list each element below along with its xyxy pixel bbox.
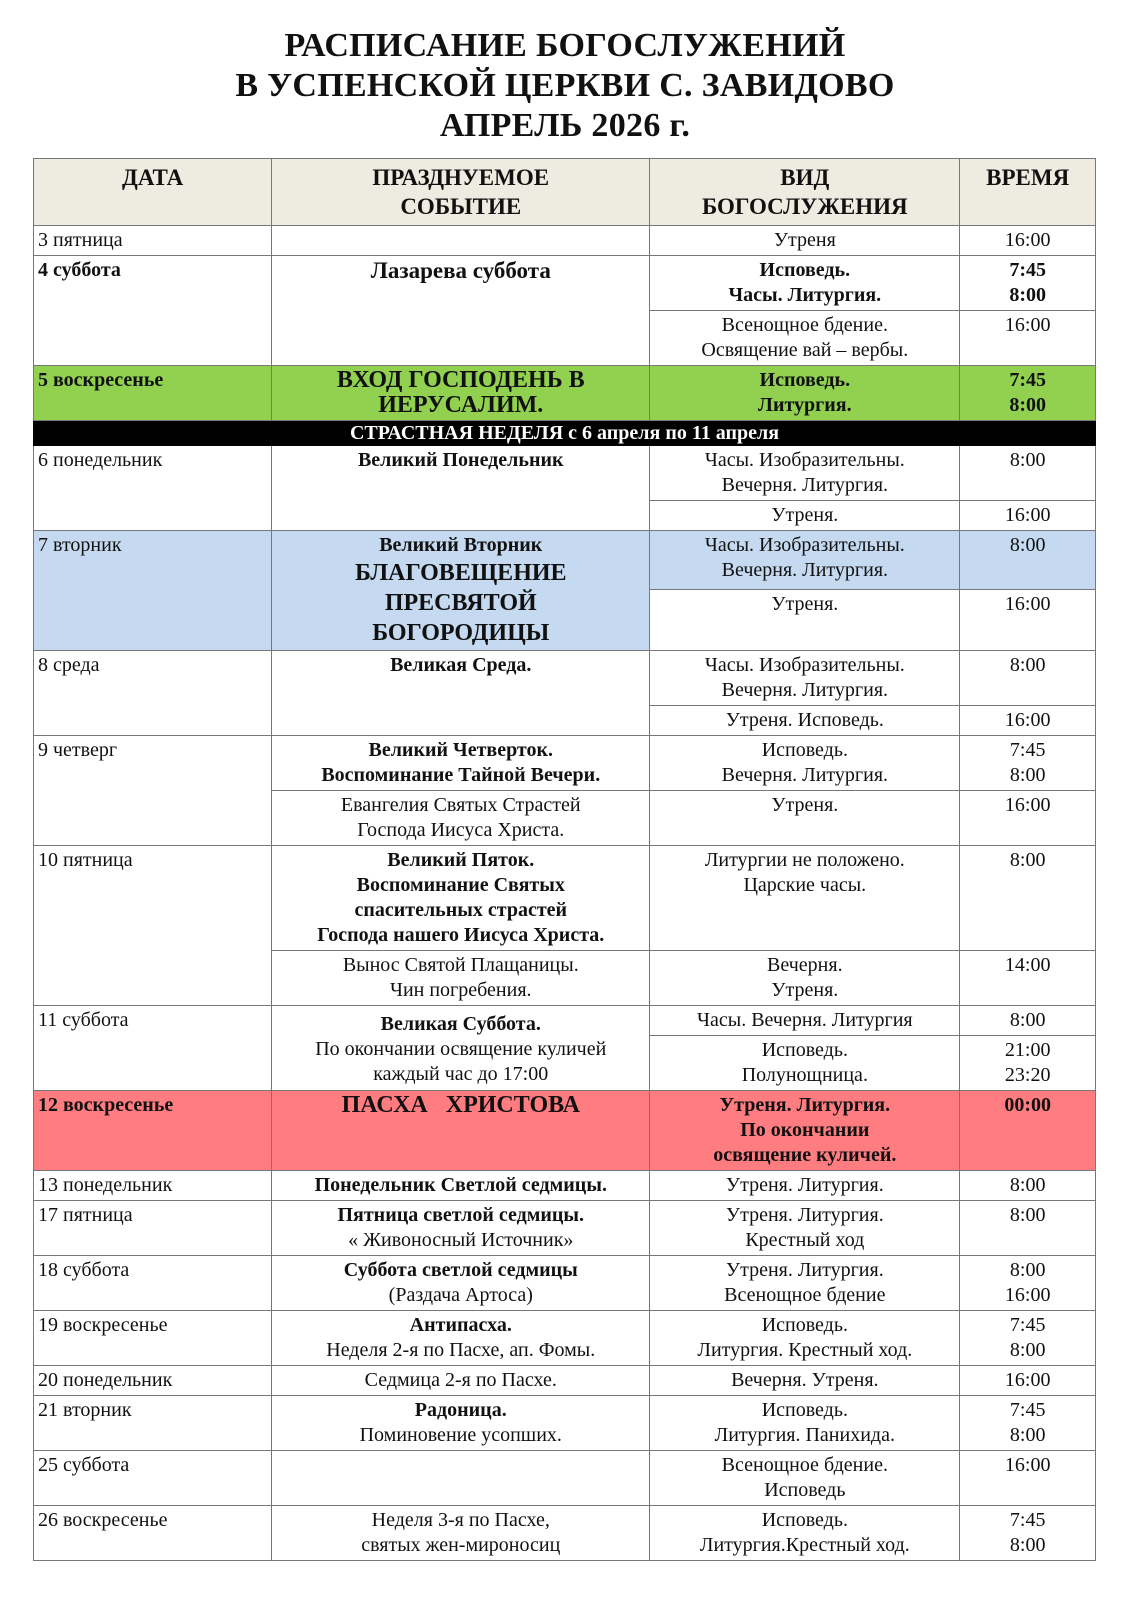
date-cell: 7 вторник xyxy=(34,531,272,651)
time-cell: 16:00 xyxy=(960,706,1096,736)
table-row xyxy=(34,1451,1096,1506)
header-row xyxy=(34,159,1096,226)
title-line-3: АПРЕЛЬ 2026 г. xyxy=(439,107,691,144)
date-cell: 18 суббота xyxy=(34,1256,272,1311)
time-cell: 7:45 8:00 xyxy=(960,366,1096,421)
table-row xyxy=(34,1506,1096,1561)
date-cell: 25 суббота xyxy=(34,1451,272,1506)
service-cell: Часы. Вечерня. Литургия xyxy=(650,1006,960,1036)
event-cell: Вынос Святой Плащаницы. Чин погребения. xyxy=(272,951,650,1006)
service-cell: Утреня. Литургия. xyxy=(650,1171,960,1201)
service-cell: Утреня. Литургия. Всенощное бдение xyxy=(650,1256,960,1311)
event-cell: Великий Вторник БЛАГОВЕЩЕНИЕ ПРЕСВЯТОЙ БОГОРОДИЦЫ xyxy=(272,531,650,651)
time-cell: 7:45 8:00 xyxy=(960,736,1096,791)
service-cell: Утреня. Исповедь. xyxy=(650,706,960,736)
time-cell: 8:00 xyxy=(960,651,1096,706)
date-cell: 20 понедельник xyxy=(34,1366,272,1396)
date-cell: 6 понедельник xyxy=(34,446,272,531)
time-cell: 7:45 8:00 xyxy=(960,1506,1096,1561)
date-cell: 19 воскресенье xyxy=(34,1311,272,1366)
date-cell: 4 суббота xyxy=(34,256,272,366)
event-cell: Великий Понедельник xyxy=(272,446,650,531)
time-cell: 8:00 xyxy=(960,1006,1096,1036)
service-cell: Часы. Изобразительны. Вечерня. Литургия. xyxy=(650,651,960,706)
time-cell: 00:00 xyxy=(960,1091,1096,1171)
table-row xyxy=(34,226,1096,256)
event-cell: Суббота светлой седмицы (Раздача Артоса) xyxy=(272,1256,650,1311)
time-cell: 7:45 8:00 xyxy=(960,1396,1096,1451)
time-cell: 8:00 xyxy=(960,446,1096,501)
header-time: ВРЕМЯ xyxy=(960,159,1096,226)
table-row xyxy=(34,531,1096,590)
date-cell: 17 пятница xyxy=(34,1201,272,1256)
service-cell: Вечерня. Утреня. xyxy=(650,951,960,1006)
time-cell: 7:45 8:00 xyxy=(960,1311,1096,1366)
header-date: ДАТА xyxy=(34,159,272,226)
time-cell: 16:00 xyxy=(960,590,1096,651)
time-cell: 16:00 xyxy=(960,501,1096,531)
table-row xyxy=(34,446,1096,501)
service-cell: Исповедь. Полунощница. xyxy=(650,1036,960,1091)
service-cell: Часы. Изобразительны. Вечерня. Литургия. xyxy=(650,531,960,590)
table-row xyxy=(34,1006,1096,1036)
table-row xyxy=(34,846,1096,951)
event-cell: Седмица 2-я по Пасхе. xyxy=(272,1366,650,1396)
table-row xyxy=(34,1256,1096,1311)
date-cell: 5 воскресенье xyxy=(34,366,272,421)
event-cell: Великий Пяток. Воспоминание Святых спасительных страстей Господа нашего Иисуса Христа. xyxy=(272,846,650,951)
time-cell: 16:00 xyxy=(960,311,1096,366)
service-cell: Исповедь. Вечерня. Литургия. xyxy=(650,736,960,791)
table-row xyxy=(34,256,1096,311)
service-cell: Литургии не положено. Царские часы. xyxy=(650,846,960,951)
time-cell: 8:00 xyxy=(960,1171,1096,1201)
service-cell: Исповедь. Литургия. Крестный ход. xyxy=(650,1311,960,1366)
date-cell: 26 воскресенье xyxy=(34,1506,272,1561)
event-cell xyxy=(272,226,650,256)
table-row xyxy=(34,651,1096,706)
event-cell: Радоница. Поминовение усопших. xyxy=(272,1396,650,1451)
date-cell: 3 пятница xyxy=(34,226,272,256)
event-cell: Пятница светлой седмицы. « Живоносный Источник» xyxy=(272,1201,650,1256)
service-cell: Вечерня. Утреня. xyxy=(650,1366,960,1396)
table-row xyxy=(34,736,1096,791)
date-cell: 11 суббота xyxy=(34,1006,272,1091)
document-title xyxy=(0,26,1130,146)
service-cell: Утреня xyxy=(650,226,960,256)
table-row xyxy=(34,1396,1096,1451)
event-cell: ВХОД ГОСПОДЕНЬ В ИЕРУСАЛИМ. xyxy=(272,366,650,421)
title-line-2: В УСПЕНСКОЙ ЦЕРКВИ С. ЗАВИДОВО xyxy=(235,67,895,104)
service-cell: Исповедь. Литургия. Панихида. xyxy=(650,1396,960,1451)
event-cell: Неделя 3-я по Пасхе, святых жен-мироносиц xyxy=(272,1506,650,1561)
event-cell: Евангелия Святых Страстей Господа Иисуса Христа. xyxy=(272,791,650,846)
service-cell: Часы. Изобразительны. Вечерня. Литургия. xyxy=(650,446,960,501)
table-row xyxy=(34,1366,1096,1396)
date-cell: 9 четверг xyxy=(34,736,272,846)
title-line-1: РАСПИСАНИЕ БОГОСЛУЖЕНИЙ xyxy=(284,27,846,64)
service-cell: Утреня. Литургия. Крестный ход xyxy=(650,1201,960,1256)
date-cell: 21 вторник xyxy=(34,1396,272,1451)
time-cell: 7:45 8:00 xyxy=(960,256,1096,311)
table-row xyxy=(34,1171,1096,1201)
time-cell: 16:00 xyxy=(960,1366,1096,1396)
event-cell: Понедельник Светлой седмицы. xyxy=(272,1171,650,1201)
header-event: ПРАЗДНУЕМОЕ СОБЫТИЕ xyxy=(272,159,650,226)
event-cell xyxy=(272,1451,650,1506)
service-cell: Утреня. xyxy=(650,501,960,531)
time-cell: 16:00 xyxy=(960,226,1096,256)
time-cell: 16:00 xyxy=(960,1451,1096,1506)
service-cell: Исповедь. Литургия.Крестный ход. xyxy=(650,1506,960,1561)
table-row xyxy=(34,1201,1096,1256)
date-cell: 12 воскресенье xyxy=(34,1091,272,1171)
event-cell: Лазарева суббота xyxy=(272,256,650,366)
time-cell: 8:00 xyxy=(960,1201,1096,1256)
time-cell: 8:00 16:00 xyxy=(960,1256,1096,1311)
date-cell: 10 пятница xyxy=(34,846,272,1006)
schedule-table xyxy=(33,158,1096,1561)
event-cell: ПАСХА ХРИСТОВА xyxy=(272,1091,650,1171)
time-cell: 8:00 xyxy=(960,531,1096,590)
header-service: ВИД БОГОСЛУЖЕНИЯ xyxy=(650,159,960,226)
event-cell: Великая Суббота. По окончании освящение куличей каждый час до 17:00 xyxy=(272,1006,650,1091)
date-cell: 13 понедельник xyxy=(34,1171,272,1201)
service-cell: Утреня. xyxy=(650,590,960,651)
event-cell: Великий Четверток. Воспоминание Тайной Вечери. xyxy=(272,736,650,791)
holy-week-banner: СТРАСТНАЯ НЕДЕЛЯ с 6 апреля по 11 апреля xyxy=(34,421,1096,446)
event-cell: Антипасха. Неделя 2-я по Пасхе, ап. Фомы. xyxy=(272,1311,650,1366)
time-cell: 14:00 xyxy=(960,951,1096,1006)
service-cell: Всенощное бдение. Исповедь xyxy=(650,1451,960,1506)
event-cell: Великая Среда. xyxy=(272,651,650,736)
service-cell: Исповедь. Часы. Литургия. xyxy=(650,256,960,311)
holy-week-banner-row xyxy=(34,421,1096,446)
date-cell: 8 среда xyxy=(34,651,272,736)
table-row-palm-sunday xyxy=(34,366,1096,421)
service-cell: Исповедь. Литургия. xyxy=(650,366,960,421)
time-cell: 8:00 xyxy=(960,846,1096,951)
time-cell: 21:00 23:20 xyxy=(960,1036,1096,1091)
time-cell: 16:00 xyxy=(960,791,1096,846)
table-row xyxy=(34,1311,1096,1366)
table-row-easter xyxy=(34,1091,1096,1171)
service-cell: Всенощное бдение. Освящение вай – вербы. xyxy=(650,311,960,366)
service-cell: Утреня. Литургия. По окончании освящение куличей. xyxy=(650,1091,960,1171)
service-cell: Утреня. xyxy=(650,791,960,846)
